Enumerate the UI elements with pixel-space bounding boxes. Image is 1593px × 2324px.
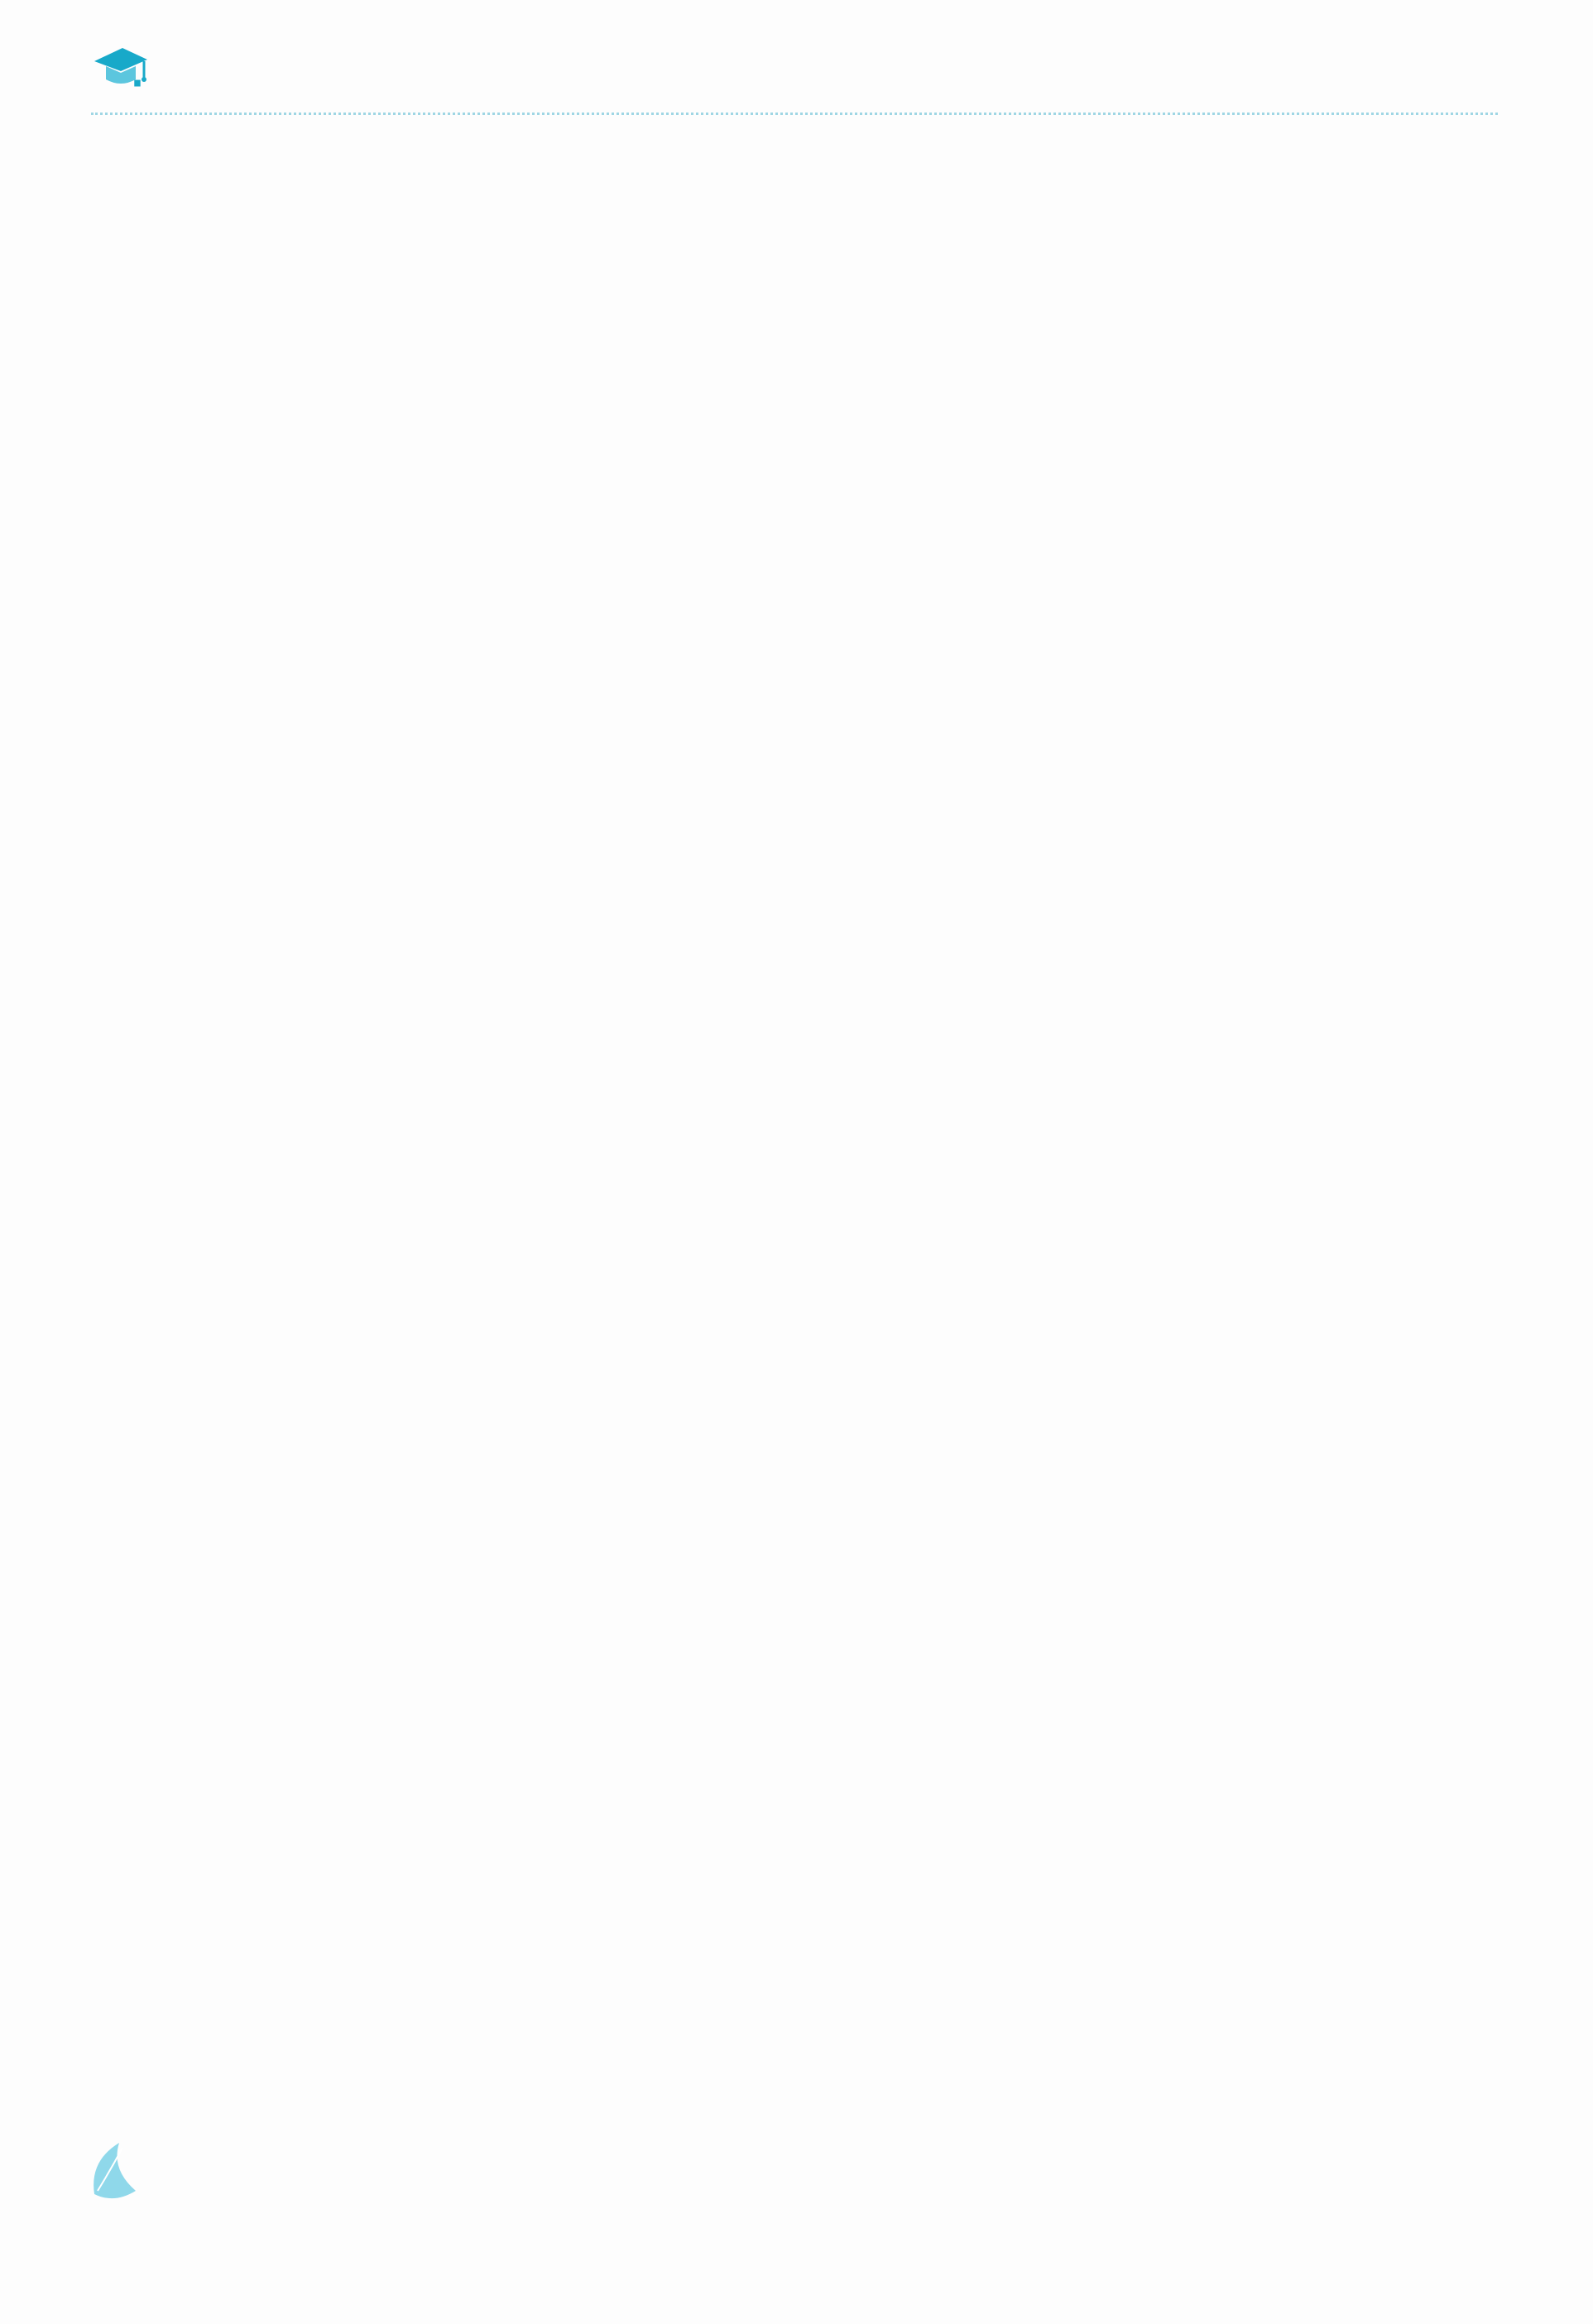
brand-title: · [131,63,146,103]
feather-icon [86,2136,194,2202]
header-divider [91,113,1498,115]
page-number-badge [86,2136,194,2202]
page-header [91,40,1514,114]
